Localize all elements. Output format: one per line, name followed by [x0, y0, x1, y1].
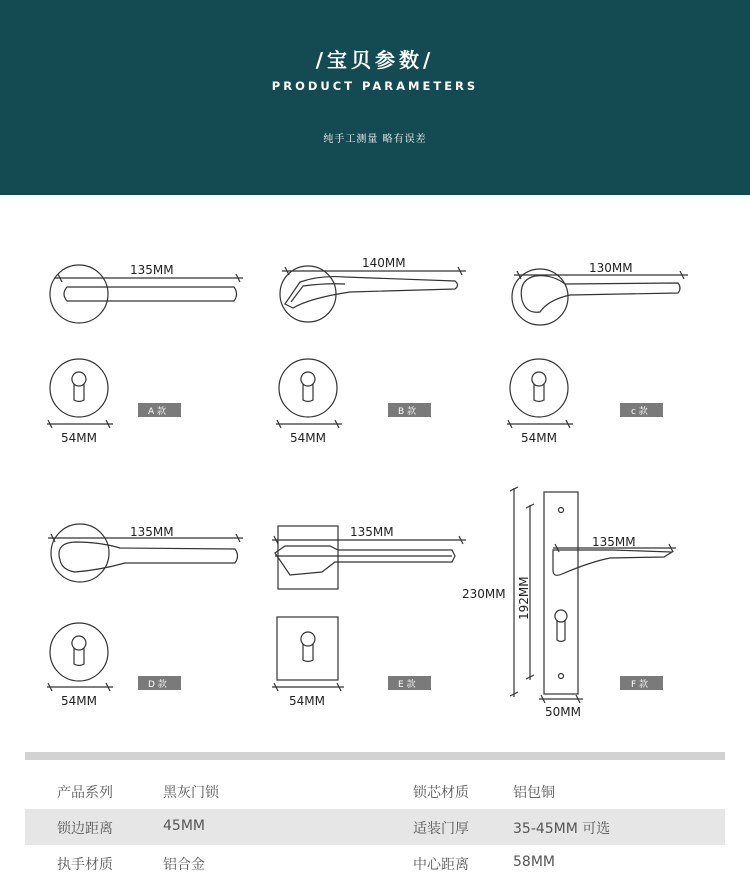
spec-label: 执手材质	[57, 857, 113, 873]
model-d-rose-drawing	[47, 623, 113, 691]
model-b-rose-drawing	[276, 359, 342, 428]
spec-table	[25, 773, 725, 881]
spec-row	[25, 809, 725, 845]
section-subtitle: PRODUCT PARAMETERS	[271, 79, 479, 93]
spec-row	[25, 845, 725, 881]
model-d-tag-label: D 款	[148, 680, 167, 690]
model-f-hole-distance-label: 192MM	[517, 576, 531, 620]
model-f-plate-width-label: 50MM	[545, 705, 581, 719]
measurement-note: 纯手工测量 略有误差	[323, 134, 427, 145]
spec-value: 45MM	[163, 818, 205, 834]
spec-label: 适装门厚	[413, 821, 469, 837]
model-d-length-label: 135MM	[130, 525, 174, 539]
model-c-length-label: 130MM	[589, 261, 633, 275]
model-e-tag	[388, 676, 431, 690]
model-b-tag	[388, 403, 431, 417]
spec-value: 铝包铜	[513, 785, 555, 801]
spec-label: 锁边距离	[57, 821, 113, 837]
product-drawings	[0, 195, 750, 740]
section-divider	[25, 752, 725, 760]
model-f-plate-drawing	[510, 487, 676, 703]
model-a-diameter-label: 54MM	[61, 431, 97, 445]
model-f-plate-height-label: 230MM	[462, 587, 506, 601]
model-b-length-label: 140MM	[362, 256, 406, 270]
model-f-tag	[620, 676, 663, 690]
spec-value: 黑灰门锁	[163, 785, 219, 801]
model-e-tag-label: E 款	[398, 680, 416, 690]
spec-label: 中心距离	[413, 857, 469, 873]
spec-label: 锁芯材质	[413, 785, 469, 801]
model-b-tag-label: B 款	[398, 407, 417, 417]
spec-value: 铝合金	[163, 857, 205, 873]
model-d-diameter-label: 54MM	[61, 694, 97, 708]
section-title: /宝贝参数/	[315, 48, 435, 72]
model-f-tag-label: F 款	[631, 680, 649, 690]
model-e-length-label: 135MM	[350, 525, 394, 539]
model-c-handle-drawing	[512, 269, 688, 325]
model-a-rose-drawing	[47, 359, 113, 428]
model-b-diameter-label: 54MM	[290, 431, 326, 445]
model-d-tag	[138, 676, 181, 690]
model-c-tag-label: c 款	[631, 407, 648, 417]
spec-value: 35-45MM 可选	[513, 821, 611, 837]
model-a-length-label: 135MM	[130, 263, 174, 277]
model-e-rose-drawing	[272, 617, 344, 691]
model-c-tag	[620, 403, 663, 417]
spec-label: 产品系列	[57, 785, 113, 801]
model-c-diameter-label: 54MM	[521, 431, 557, 445]
model-a-tag-label: A 款	[148, 407, 167, 417]
model-f-length-label: 135MM	[592, 535, 636, 549]
model-b-handle-drawing	[280, 266, 466, 322]
model-a-tag	[138, 403, 181, 417]
spec-value: 58MM	[513, 854, 555, 870]
model-e-diameter-label: 54MM	[289, 694, 325, 708]
spec-row	[25, 773, 725, 809]
model-c-rose-drawing	[507, 359, 573, 428]
header-banner	[0, 0, 750, 195]
